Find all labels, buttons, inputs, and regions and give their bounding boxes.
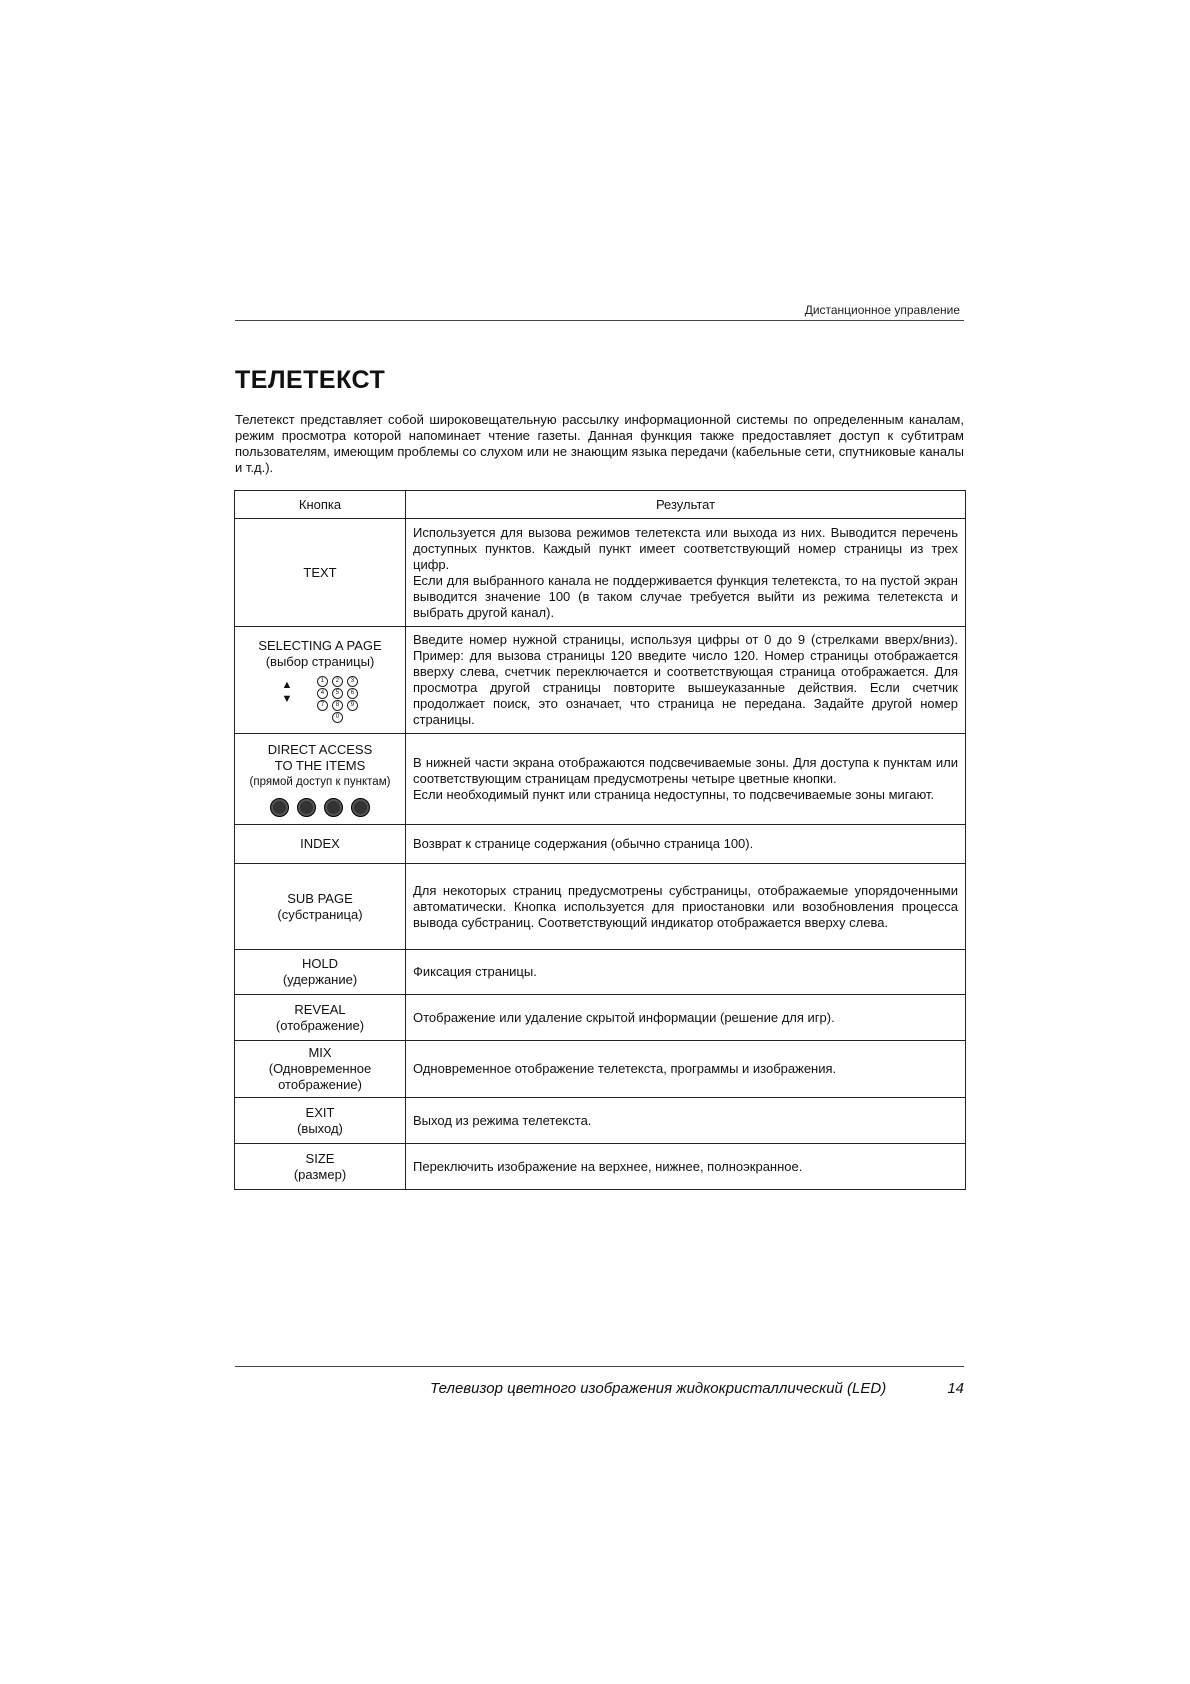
result-cell	[406, 1041, 966, 1098]
number-keypad	[235, 676, 405, 723]
digit-2-icon: 2	[332, 676, 343, 687]
key-name: REVEAL	[294, 1001, 346, 1017]
result-text-2: Если необходимый пункт или страница недоступны, то подсвечиваемые зоны мигают.	[413, 787, 935, 802]
digit-6-icon: 6	[347, 688, 358, 699]
arrow-keys	[282, 678, 293, 706]
result-text: Переключить изображение на верхнее, нижнее, полноэкранное.	[413, 1158, 803, 1174]
color-button-1-icon	[270, 798, 289, 817]
digit-keys	[316, 676, 358, 723]
running-header: Дистанционное управление	[804, 303, 960, 317]
teletext-buttons-table	[234, 490, 966, 1190]
key-translation: (прямой доступ к пунктам)	[249, 775, 391, 788]
key-translation: (Одновременное	[268, 1061, 372, 1076]
digit-7-icon: 7	[317, 700, 328, 711]
color-button-2-icon	[297, 798, 316, 817]
table-row	[235, 627, 966, 734]
result-text: Выход из режима телетекста.	[413, 1112, 592, 1128]
result-text: Возврат к странице содержания (обычно страница 100).	[413, 836, 754, 851]
key-name: HOLD	[301, 956, 339, 971]
result-cell	[406, 1144, 966, 1190]
result-text: Для некоторых страниц предусмотрены субстраницы, отображаемые упорядоченными автоматически. Кнопка используется для приостановки или возобновления процесса вывода субстраниц. Соответствующий индикатор отображается вверху слева.	[413, 882, 958, 930]
key-name: DIRECT ACCESS	[267, 741, 373, 757]
key-name: SIZE	[305, 1150, 335, 1166]
key-translation: (удержание)	[282, 972, 358, 987]
result-cell	[406, 995, 966, 1041]
page-title: ТЕЛЕТЕКСТ	[235, 366, 386, 394]
digit-3-icon: 3	[347, 676, 358, 687]
result-cell	[406, 864, 966, 950]
digit-8-icon: 8	[332, 700, 343, 711]
color-buttons	[235, 798, 405, 817]
result-text: Фиксация страницы.	[413, 964, 537, 979]
footer-title: Телевизор цветного изображения жидкокристаллический (LED)	[430, 1380, 887, 1397]
result-text-2: Если для выбранного канала не поддерживается функция телетекста, то на пустой экран выводится значение 100 (в таком случае требуется выйти из режима телетекста и выбрать другой канал).	[413, 572, 958, 620]
key-translation: (выход)	[297, 1120, 343, 1136]
key-name: EXIT	[305, 1104, 335, 1120]
arrow-down-icon: ▼	[281, 692, 293, 705]
table-row	[235, 734, 966, 825]
digit-9-icon: 9	[347, 700, 358, 711]
key-translation: (выбор страницы)	[265, 653, 375, 669]
result-text: Введите номер нужной страницы, используя цифры от 0 до 9 (стрелками вверх/вниз). Пример: для вызова страницы 120 введите число 120. Номер страницы отображается вверху слева, счетчик переключается и соответствующая страница отображается. Для просмотра другой страницы повторите вышеуказанные действия. Если счетчик продолжает поиск, это означает, что страница не передана. Задайте другой номер страницы.	[413, 632, 958, 727]
table-row	[235, 1144, 966, 1190]
result-text: Одновременное отображение телетекста, программы и изображения.	[413, 1061, 837, 1076]
key-cell	[235, 864, 406, 950]
result-cell	[406, 825, 966, 864]
table-header-row	[235, 491, 966, 519]
key-cell	[235, 519, 406, 627]
intro-paragraph: Телетекст представляет собой широковещательную рассылку информационной системы по определенным каналам, режим просмотра которой напоминает чтение газеты. Данная функция также предоставляет доступ к субтитрам пользователям, имеющим проблемы со слухом или не знающим языка передачи (кабельные сети, спутниковые каналы и т.д.).	[235, 412, 964, 475]
key-name: INDEX	[300, 836, 340, 851]
key-cell	[235, 1041, 406, 1098]
result-text: Отображение или удаление скрытой информации (решение для игр).	[413, 1009, 835, 1025]
result-cell	[406, 627, 966, 734]
key-cell	[235, 995, 406, 1041]
result-cell	[406, 950, 966, 995]
table-row	[235, 519, 966, 627]
header-result: Результат	[406, 491, 966, 519]
key-cell	[235, 734, 406, 825]
key-name: SUB PAGE	[287, 890, 353, 906]
digit-4-icon: 4	[317, 688, 328, 699]
table-row	[235, 950, 966, 995]
table-row	[235, 1098, 966, 1144]
key-name-line2: TO THE ITEMS	[274, 757, 366, 773]
table-row	[235, 864, 966, 950]
key-cell	[235, 950, 406, 995]
key-translation: (субстраница)	[277, 906, 363, 922]
table-row	[235, 825, 966, 864]
key-cell	[235, 1144, 406, 1190]
key-translation: (отображение)	[275, 1017, 365, 1033]
key-name: MIX	[308, 1045, 332, 1060]
result-text: Используется для вызова режимов телетекста или выхода из них. Выводится перечень доступных пунктов. Каждый пункт имеет соответствующий номер страницы из трех цифр.	[413, 524, 958, 572]
key-cell	[235, 627, 406, 734]
result-cell	[406, 1098, 966, 1144]
digit-0-icon: 0	[332, 712, 343, 723]
table-row	[235, 995, 966, 1041]
key-name: TEXT	[303, 564, 337, 580]
key-translation-line2: отображение)	[278, 1077, 362, 1092]
result-text: В нижней части экрана отображаются подсвечиваемые зоны. Для доступа к пунктам или соответствующим страницам предусмотрены четыре цветные кнопки.	[413, 755, 958, 786]
header-button: Кнопка	[235, 491, 406, 519]
footer-rule	[235, 1366, 964, 1367]
key-cell	[235, 1098, 406, 1144]
table-row	[235, 1041, 966, 1098]
color-button-3-icon	[324, 798, 343, 817]
digit-5-icon: 5	[332, 688, 343, 699]
key-cell	[235, 825, 406, 864]
digit-1-icon: 1	[317, 676, 328, 687]
arrow-up-icon: ▲	[281, 678, 293, 691]
key-name: SELECTING A PAGE	[258, 637, 382, 653]
result-cell	[406, 734, 966, 825]
result-cell	[406, 519, 966, 627]
color-button-4-icon	[351, 798, 370, 817]
key-translation: (размер)	[293, 1166, 347, 1182]
page-number: 14	[947, 1380, 964, 1397]
header-rule	[235, 320, 964, 321]
